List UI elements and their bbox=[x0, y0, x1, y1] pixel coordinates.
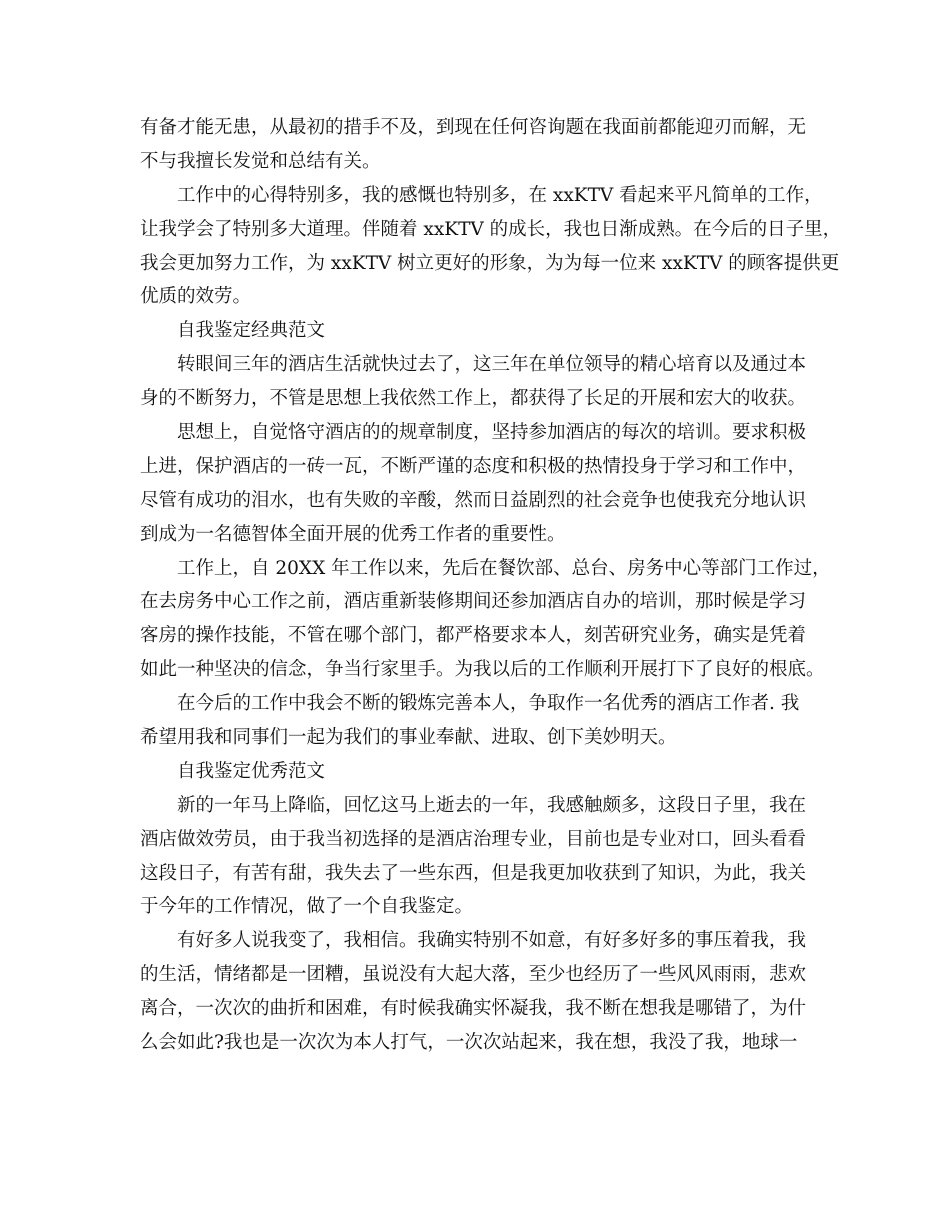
document-line: 自我鉴定经典范文 bbox=[177, 320, 326, 342]
document-line: 酒店做效劳员，由于我当初选择的是酒店治理专业，目前也是专业对口，回头看看 bbox=[140, 828, 807, 850]
document-line: 不与我擅长发觉和总结有关。 bbox=[140, 150, 381, 172]
document-line: 尽管有成功的泪水，也有失败的辛酸，然而日益剧烈的社会竞争也使我充分地认识 bbox=[140, 489, 807, 511]
document-line: 么会如此?我也是一次次为本人打气，一次次站起来，我在想，我没了我，地球一 bbox=[140, 1032, 798, 1054]
document-line: 在去房务中心工作之前，酒店重新装修期间还参加酒店自办的培训，那时候是学习 bbox=[140, 591, 807, 613]
document-line: 工作中的心得特别多，我的感慨也特别多，在 xxKTV 看起来平凡简单的工作， bbox=[177, 184, 823, 206]
document-line: 转眼间三年的酒店生活就快过去了，这三年在单位领导的精心培育以及通过本 bbox=[177, 354, 807, 376]
document-line: 离合，一次次的曲折和困难，有时候我确实怀凝我，我不断在想我是哪错了，为什 bbox=[140, 998, 807, 1020]
document-line: 在今后的工作中我会不断的锻炼完善本人，争取作一名优秀的酒店工作者. 我 bbox=[177, 693, 800, 715]
document-body bbox=[140, 111, 842, 1060]
document-line: 自我鉴定优秀范文 bbox=[177, 760, 326, 782]
document-line: 于今年的工作情况，做了一个自我鉴定。 bbox=[140, 896, 474, 918]
document-line: 有好多人说我变了，我相信。我确实特别不如意，有好多好多的事压着我，我 bbox=[177, 930, 807, 952]
document-line: 希望用我和同事们一起为我们的事业奉献、进取、创下美妙明天。 bbox=[140, 727, 677, 749]
document-line: 我会更加努力工作，为 xxKTV 树立更好的形象，为为每一位来 xxKTV 的顾客提供更 bbox=[140, 252, 840, 274]
document-line: 这段日子，有苦有甜，我失去了一些东西，但是我更加收获到了知识，为此，我关 bbox=[140, 862, 807, 884]
document-line: 有备才能无患，从最初的措手不及，到现在任何咨询题在我面前都能迎刃而解，无 bbox=[140, 117, 807, 138]
document-line: 工作上，自 20XX 年工作以来，先后在餐饮部、总台、房务中心等部门工作过， bbox=[177, 557, 831, 579]
document-line: 客房的操作技能，不管在哪个部门，都严格要求本人，刻苦研究业务，确实是凭着 bbox=[140, 625, 807, 647]
document-line: 如此一种坚决的信念，争当行家里手。为我以后的工作顺利开展打下了良好的根底。 bbox=[140, 659, 825, 681]
document-line: 上进，保护酒店的一砖一瓦，不断严谨的态度和积极的热情投身于学习和工作中， bbox=[140, 455, 807, 477]
document-line: 的生活，情绪都是一团糟，虽说没有大起大落，至少也经历了一些风风雨雨，悲欢 bbox=[140, 964, 807, 986]
document-line: 让我学会了特别多大道理。伴随着 xxKTV 的成长，我也日渐成熟。在今后的日子里， bbox=[140, 218, 842, 240]
document-line: 新的一年马上降临，回忆这马上逝去的一年，我感触颇多，这段日子里，我在 bbox=[177, 794, 807, 816]
document-line: 到成为一名德智体全面开展的优秀工作者的重要性。 bbox=[140, 523, 566, 545]
document-line: 思想上，自觉恪守酒店的的规章制度，坚持参加酒店的每次的培训。要求积极 bbox=[177, 422, 807, 444]
document-line: 身的不断努力，不管是思想上我依然工作上，都获得了长足的开展和宏大的收获。 bbox=[140, 388, 807, 410]
document-line: 优质的效劳。 bbox=[140, 286, 252, 308]
